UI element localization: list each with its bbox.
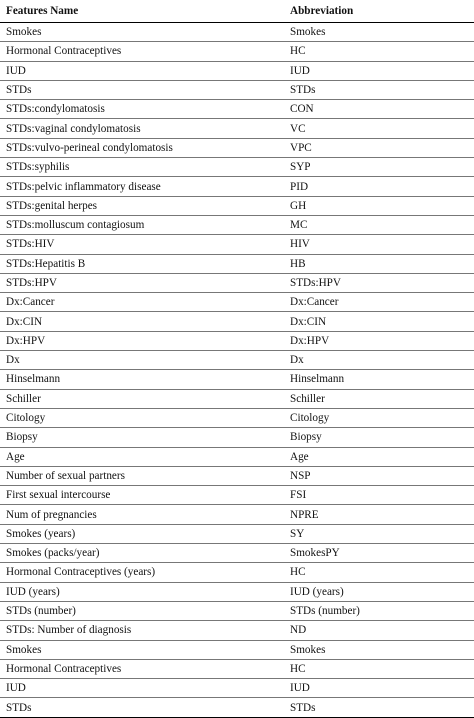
abbreviation-cell: NPRE	[284, 505, 474, 524]
abbreviation-cell: Citology	[284, 408, 474, 427]
table-row	[0, 621, 474, 640]
table-row	[0, 524, 474, 543]
table-row	[0, 466, 474, 485]
table-row	[0, 486, 474, 505]
table-row	[0, 100, 474, 119]
abbreviation-cell: ND	[284, 621, 474, 640]
table-row	[0, 505, 474, 524]
table-row	[0, 389, 474, 408]
feature-name-cell: Num of pregnancies	[0, 505, 284, 524]
abbreviation-cell: STDs:HPV	[284, 273, 474, 292]
feature-name-cell: Smokes (years)	[0, 524, 284, 543]
abbreviation-cell: IUD	[284, 61, 474, 80]
feature-name-cell: Dx:HPV	[0, 331, 284, 350]
abbreviation-cell: Smokes	[284, 23, 474, 42]
feature-name-cell: Hormonal Contraceptives (years)	[0, 563, 284, 582]
abbreviation-cell: VPC	[284, 138, 474, 157]
feature-name-cell: Number of sexual partners	[0, 466, 284, 485]
feature-name-cell: Citology	[0, 408, 284, 427]
abbreviation-cell: SY	[284, 524, 474, 543]
feature-name-cell: Dx:Cancer	[0, 293, 284, 312]
abbreviation-cell: FSI	[284, 486, 474, 505]
table-row	[0, 235, 474, 254]
header-abbreviation: Abbreviation	[284, 0, 474, 23]
feature-name-cell: Smokes	[0, 640, 284, 659]
abbreviation-cell: Dx:Cancer	[284, 293, 474, 312]
abbreviation-cell: VC	[284, 119, 474, 138]
table-row	[0, 293, 474, 312]
feature-name-cell: STDs	[0, 80, 284, 99]
feature-name-cell: STDs: Number of diagnosis	[0, 621, 284, 640]
feature-name-cell: STDs:Hepatitis B	[0, 254, 284, 273]
table-row	[0, 138, 474, 157]
table-row	[0, 119, 474, 138]
abbreviation-cell: Age	[284, 447, 474, 466]
table-row	[0, 61, 474, 80]
table-body	[0, 23, 474, 718]
abbreviation-cell: Dx	[284, 351, 474, 370]
table-row	[0, 447, 474, 466]
abbreviation-cell: SmokesPY	[284, 544, 474, 563]
abbreviation-cell: HC	[284, 563, 474, 582]
table-row	[0, 215, 474, 234]
abbreviation-cell: NSP	[284, 466, 474, 485]
abbreviation-cell: Hinselmann	[284, 370, 474, 389]
abbreviation-cell: STDs (number)	[284, 601, 474, 620]
feature-name-cell: STDs	[0, 698, 284, 717]
feature-name-cell: STDs (number)	[0, 601, 284, 620]
table-header	[0, 0, 474, 23]
feature-name-cell: IUD (years)	[0, 582, 284, 601]
abbreviation-cell: Dx:CIN	[284, 312, 474, 331]
abbreviation-cell: CON	[284, 100, 474, 119]
feature-name-cell: IUD	[0, 61, 284, 80]
table-row	[0, 428, 474, 447]
feature-name-cell: Smokes	[0, 23, 284, 42]
table-row	[0, 698, 474, 717]
feature-name-cell: First sexual intercourse	[0, 486, 284, 505]
header-row	[0, 0, 474, 23]
abbreviation-cell: HC	[284, 42, 474, 61]
table-row	[0, 408, 474, 427]
table-row	[0, 254, 474, 273]
table-row	[0, 273, 474, 292]
feature-name-cell: STDs:genital herpes	[0, 196, 284, 215]
abbreviation-cell: IUD	[284, 679, 474, 698]
feature-name-cell: Age	[0, 447, 284, 466]
feature-name-cell: Schiller	[0, 389, 284, 408]
abbreviation-cell: HB	[284, 254, 474, 273]
abbreviation-cell: MC	[284, 215, 474, 234]
feature-name-cell: STDs:vaginal condylomatosis	[0, 119, 284, 138]
table-row	[0, 679, 474, 698]
feature-name-cell: STDs:syphilis	[0, 158, 284, 177]
feature-name-cell: IUD	[0, 679, 284, 698]
abbreviation-cell: Schiller	[284, 389, 474, 408]
table-row	[0, 563, 474, 582]
table-row	[0, 80, 474, 99]
feature-name-cell: STDs:vulvo-perineal condylomatosis	[0, 138, 284, 157]
table-row	[0, 640, 474, 659]
table-row	[0, 544, 474, 563]
feature-name-cell: STDs:pelvic inflammatory disease	[0, 177, 284, 196]
table-row	[0, 582, 474, 601]
feature-name-cell: STDs:HIV	[0, 235, 284, 254]
feature-name-cell: Hinselmann	[0, 370, 284, 389]
table-row	[0, 351, 474, 370]
abbreviation-cell: HIV	[284, 235, 474, 254]
abbreviation-cell: Dx:HPV	[284, 331, 474, 350]
abbreviation-cell: HC	[284, 659, 474, 678]
table-row	[0, 370, 474, 389]
feature-name-cell: Dx:CIN	[0, 312, 284, 331]
abbreviation-cell: STDs	[284, 80, 474, 99]
table-row	[0, 158, 474, 177]
feature-name-cell: Dx	[0, 351, 284, 370]
table-row	[0, 177, 474, 196]
abbreviation-cell: SYP	[284, 158, 474, 177]
table-row	[0, 42, 474, 61]
table-row	[0, 196, 474, 215]
feature-name-cell: Hormonal Contraceptives	[0, 42, 284, 61]
feature-name-cell: STDs:molluscum contagiosum	[0, 215, 284, 234]
abbreviation-cell: STDs	[284, 698, 474, 717]
abbreviation-cell: GH	[284, 196, 474, 215]
feature-name-cell: Smokes (packs/year)	[0, 544, 284, 563]
table-row	[0, 312, 474, 331]
feature-name-cell: Biopsy	[0, 428, 284, 447]
table-row	[0, 659, 474, 678]
feature-name-cell: STDs:condylomatosis	[0, 100, 284, 119]
header-features-name: Features Name	[0, 0, 284, 23]
abbreviation-cell: Smokes	[284, 640, 474, 659]
abbreviation-cell: PID	[284, 177, 474, 196]
abbreviation-cell: Biopsy	[284, 428, 474, 447]
table-row	[0, 601, 474, 620]
abbreviation-cell: IUD (years)	[284, 582, 474, 601]
table-row	[0, 23, 474, 42]
feature-name-cell: Hormonal Contraceptives	[0, 659, 284, 678]
table-row	[0, 331, 474, 350]
feature-name-cell: STDs:HPV	[0, 273, 284, 292]
